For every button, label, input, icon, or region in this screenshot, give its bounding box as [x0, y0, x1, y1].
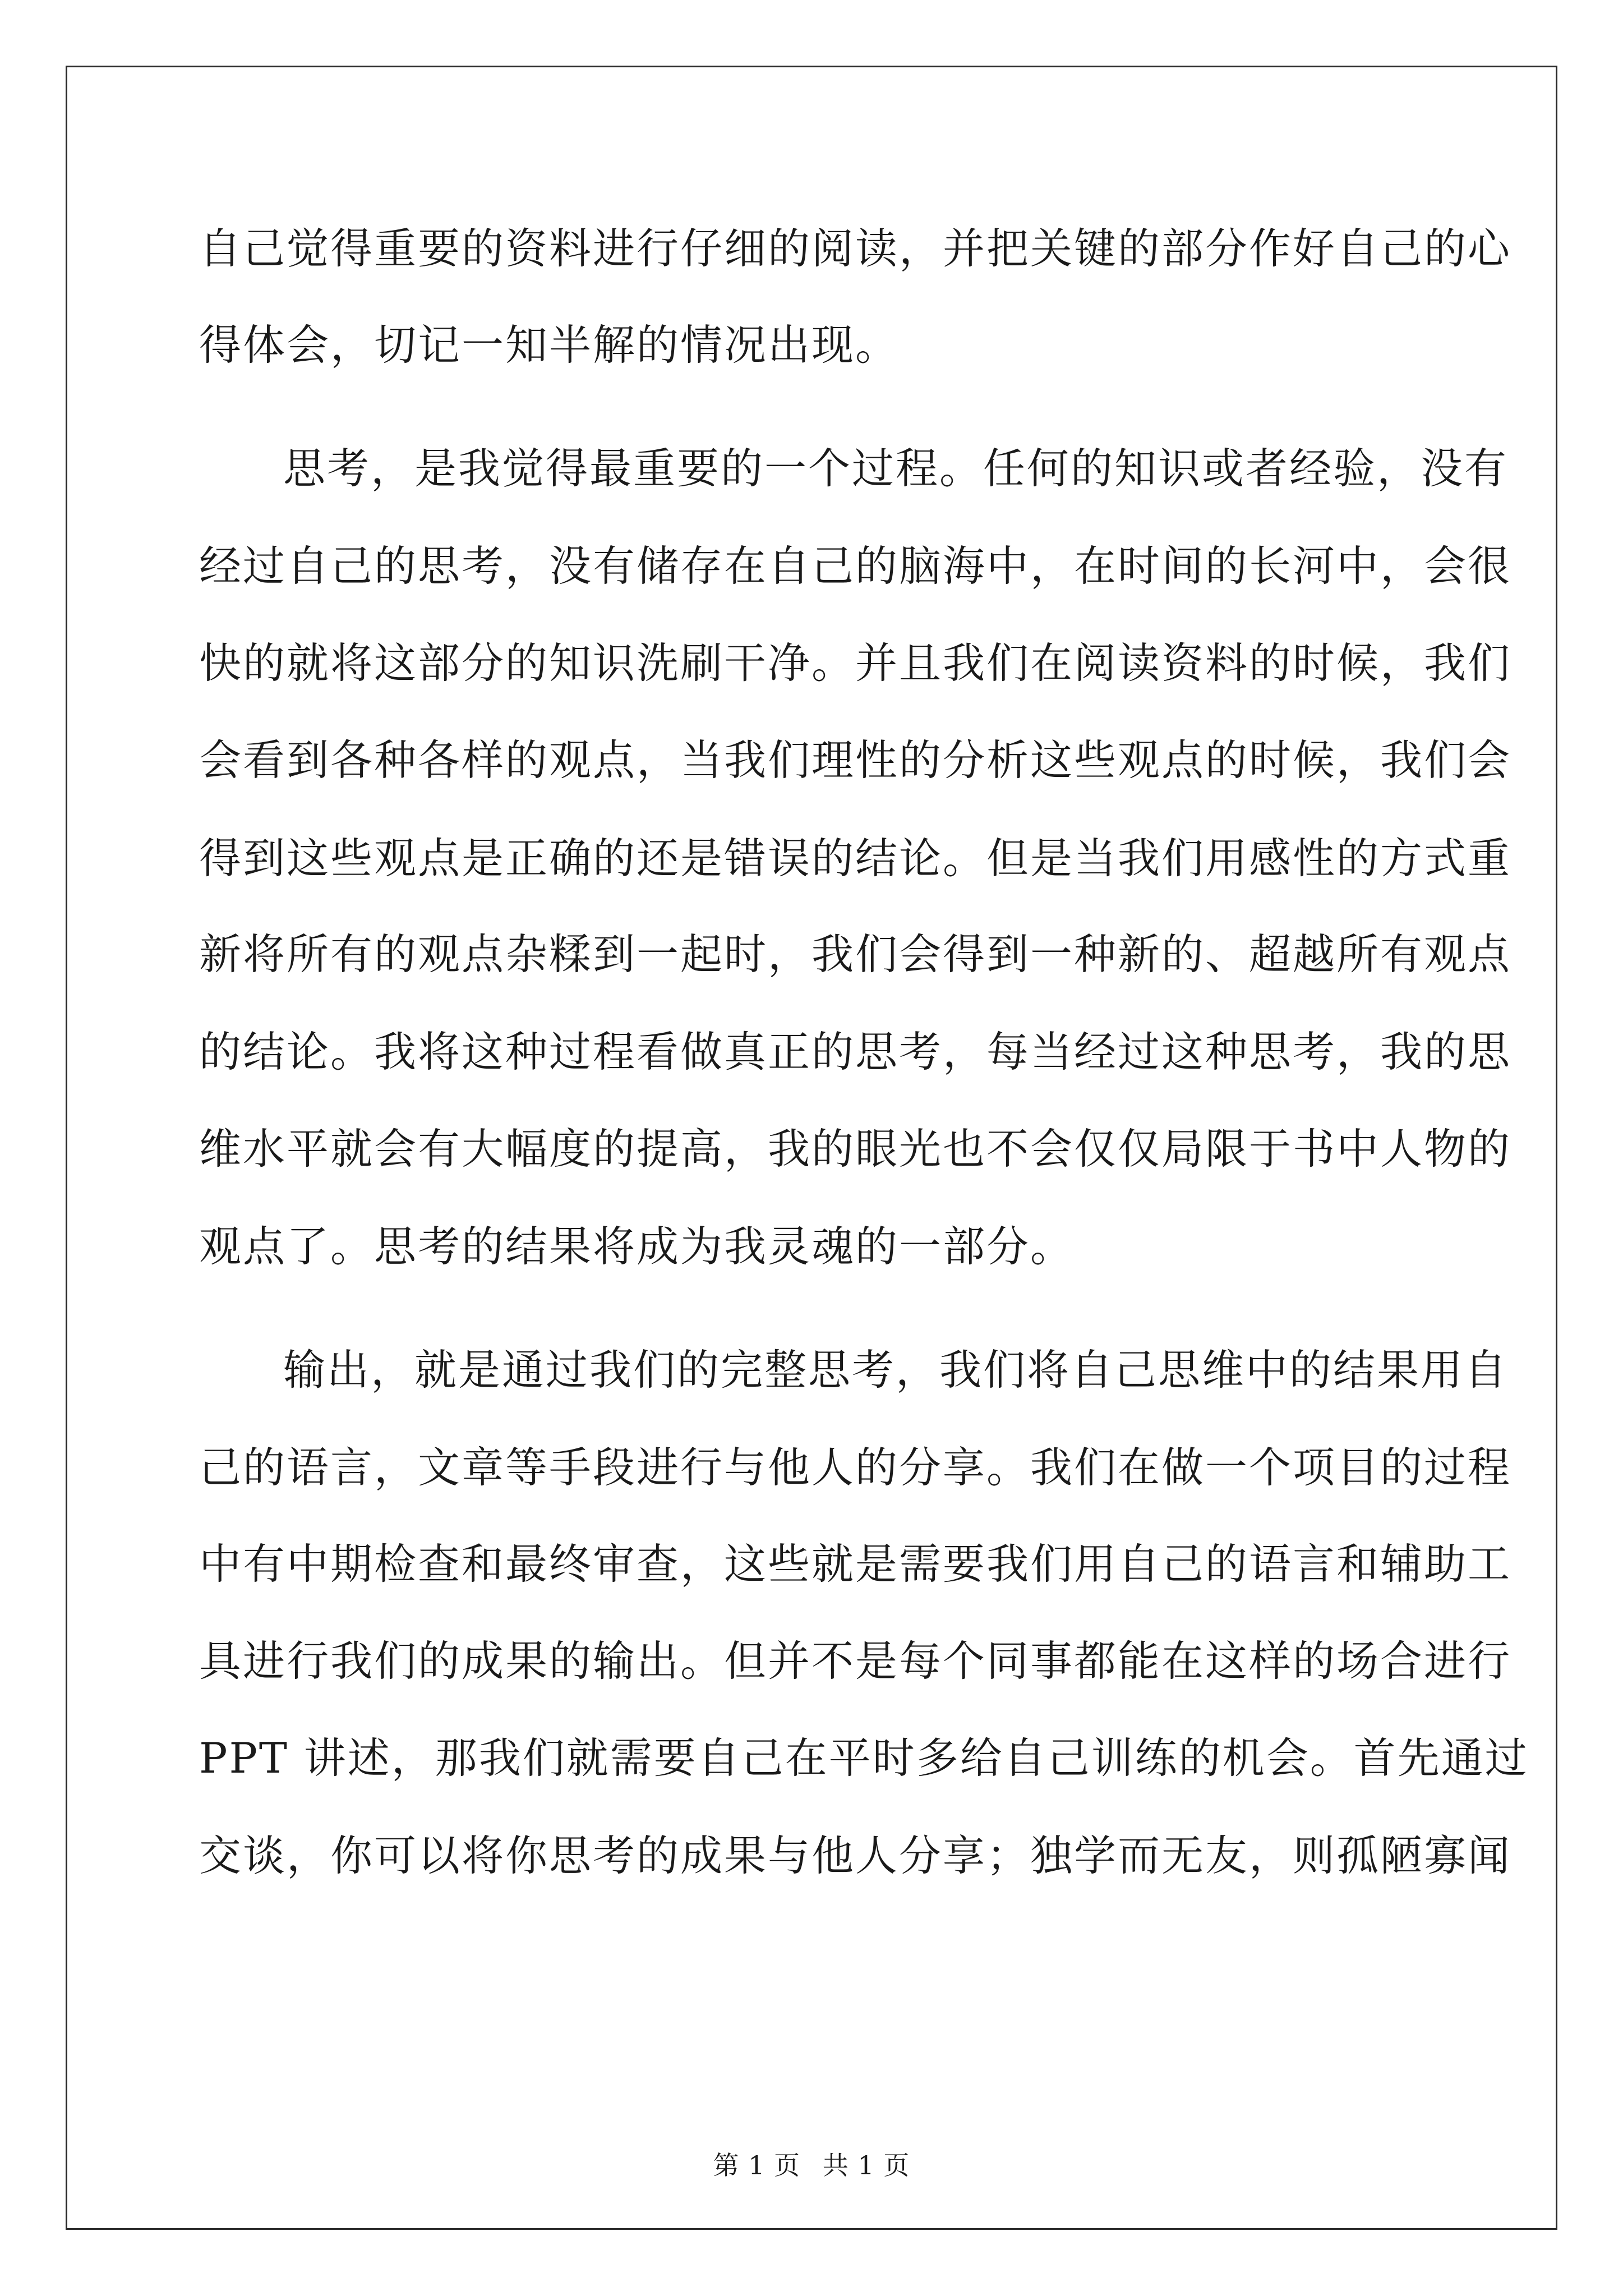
page-total: 共 1 页 — [822, 2150, 910, 2180]
text-line: 经过自己的思考，没有储存在自己的脑海中，在时间的长河中，会很 — [199, 541, 1512, 591]
text-line: 中有中期检查和最终审查，这些就是需要我们用自己的语言和辅助工 — [199, 1539, 1512, 1589]
text-line: 会看到各种各样的观点，当我们理性的分析这些观点的时候，我们会 — [199, 735, 1512, 785]
text-line: 得体会，切记一知半解的情况出现。 — [199, 320, 900, 370]
text-line: 观点了。思考的结果将成为我灵魂的一部分。 — [199, 1222, 1075, 1271]
text-line: 自己觉得重要的资料进行仔细的阅读，并把关键的部分作好自己的心 — [199, 224, 1512, 273]
text-line: 交谈，你可以将你思考的成果与他人分享；独学而无友，则孤陋寡闻 — [199, 1831, 1512, 1880]
text-line: 新将所有的观点杂糅到一起时，我们会得到一种新的、超越所有观点 — [199, 930, 1512, 979]
text-line: 具进行我们的成果的输出。但并不是每个同事都能在这样的场合进行 — [199, 1636, 1512, 1686]
text-line: 快的就将这部分的知识洗刷干净。并且我们在阅读资料的时候，我们 — [199, 638, 1512, 688]
page-footer — [0, 2148, 1623, 2182]
text-line: 思考，是我觉得最重要的一个过程。任何的知识或者经验，没有 — [283, 444, 1509, 493]
text-line: 输出，就是通过我们的完整思考，我们将自己思维中的结果用自 — [283, 1345, 1509, 1395]
text-line: 的结论。我将这种过程看做真正的思考，每当经过这种思考，我的思 — [199, 1027, 1512, 1076]
text-line: 己的语言，文章等手段进行与他人的分享。我们在做一个项目的过程 — [199, 1443, 1512, 1492]
text-line: 维水平就会有大幅度的提高，我的眼光也不会仅仅局限于书中人物的 — [199, 1124, 1512, 1174]
page-number: 第 1 页 — [713, 2150, 801, 2180]
text-line: 得到这些观点是正确的还是错误的结论。但是当我们用感性的方式重 — [199, 834, 1512, 883]
text-line: PPT 讲述，那我们就需要自己在平时多给自己训练的机会。首先通过 — [199, 1733, 1529, 1783]
